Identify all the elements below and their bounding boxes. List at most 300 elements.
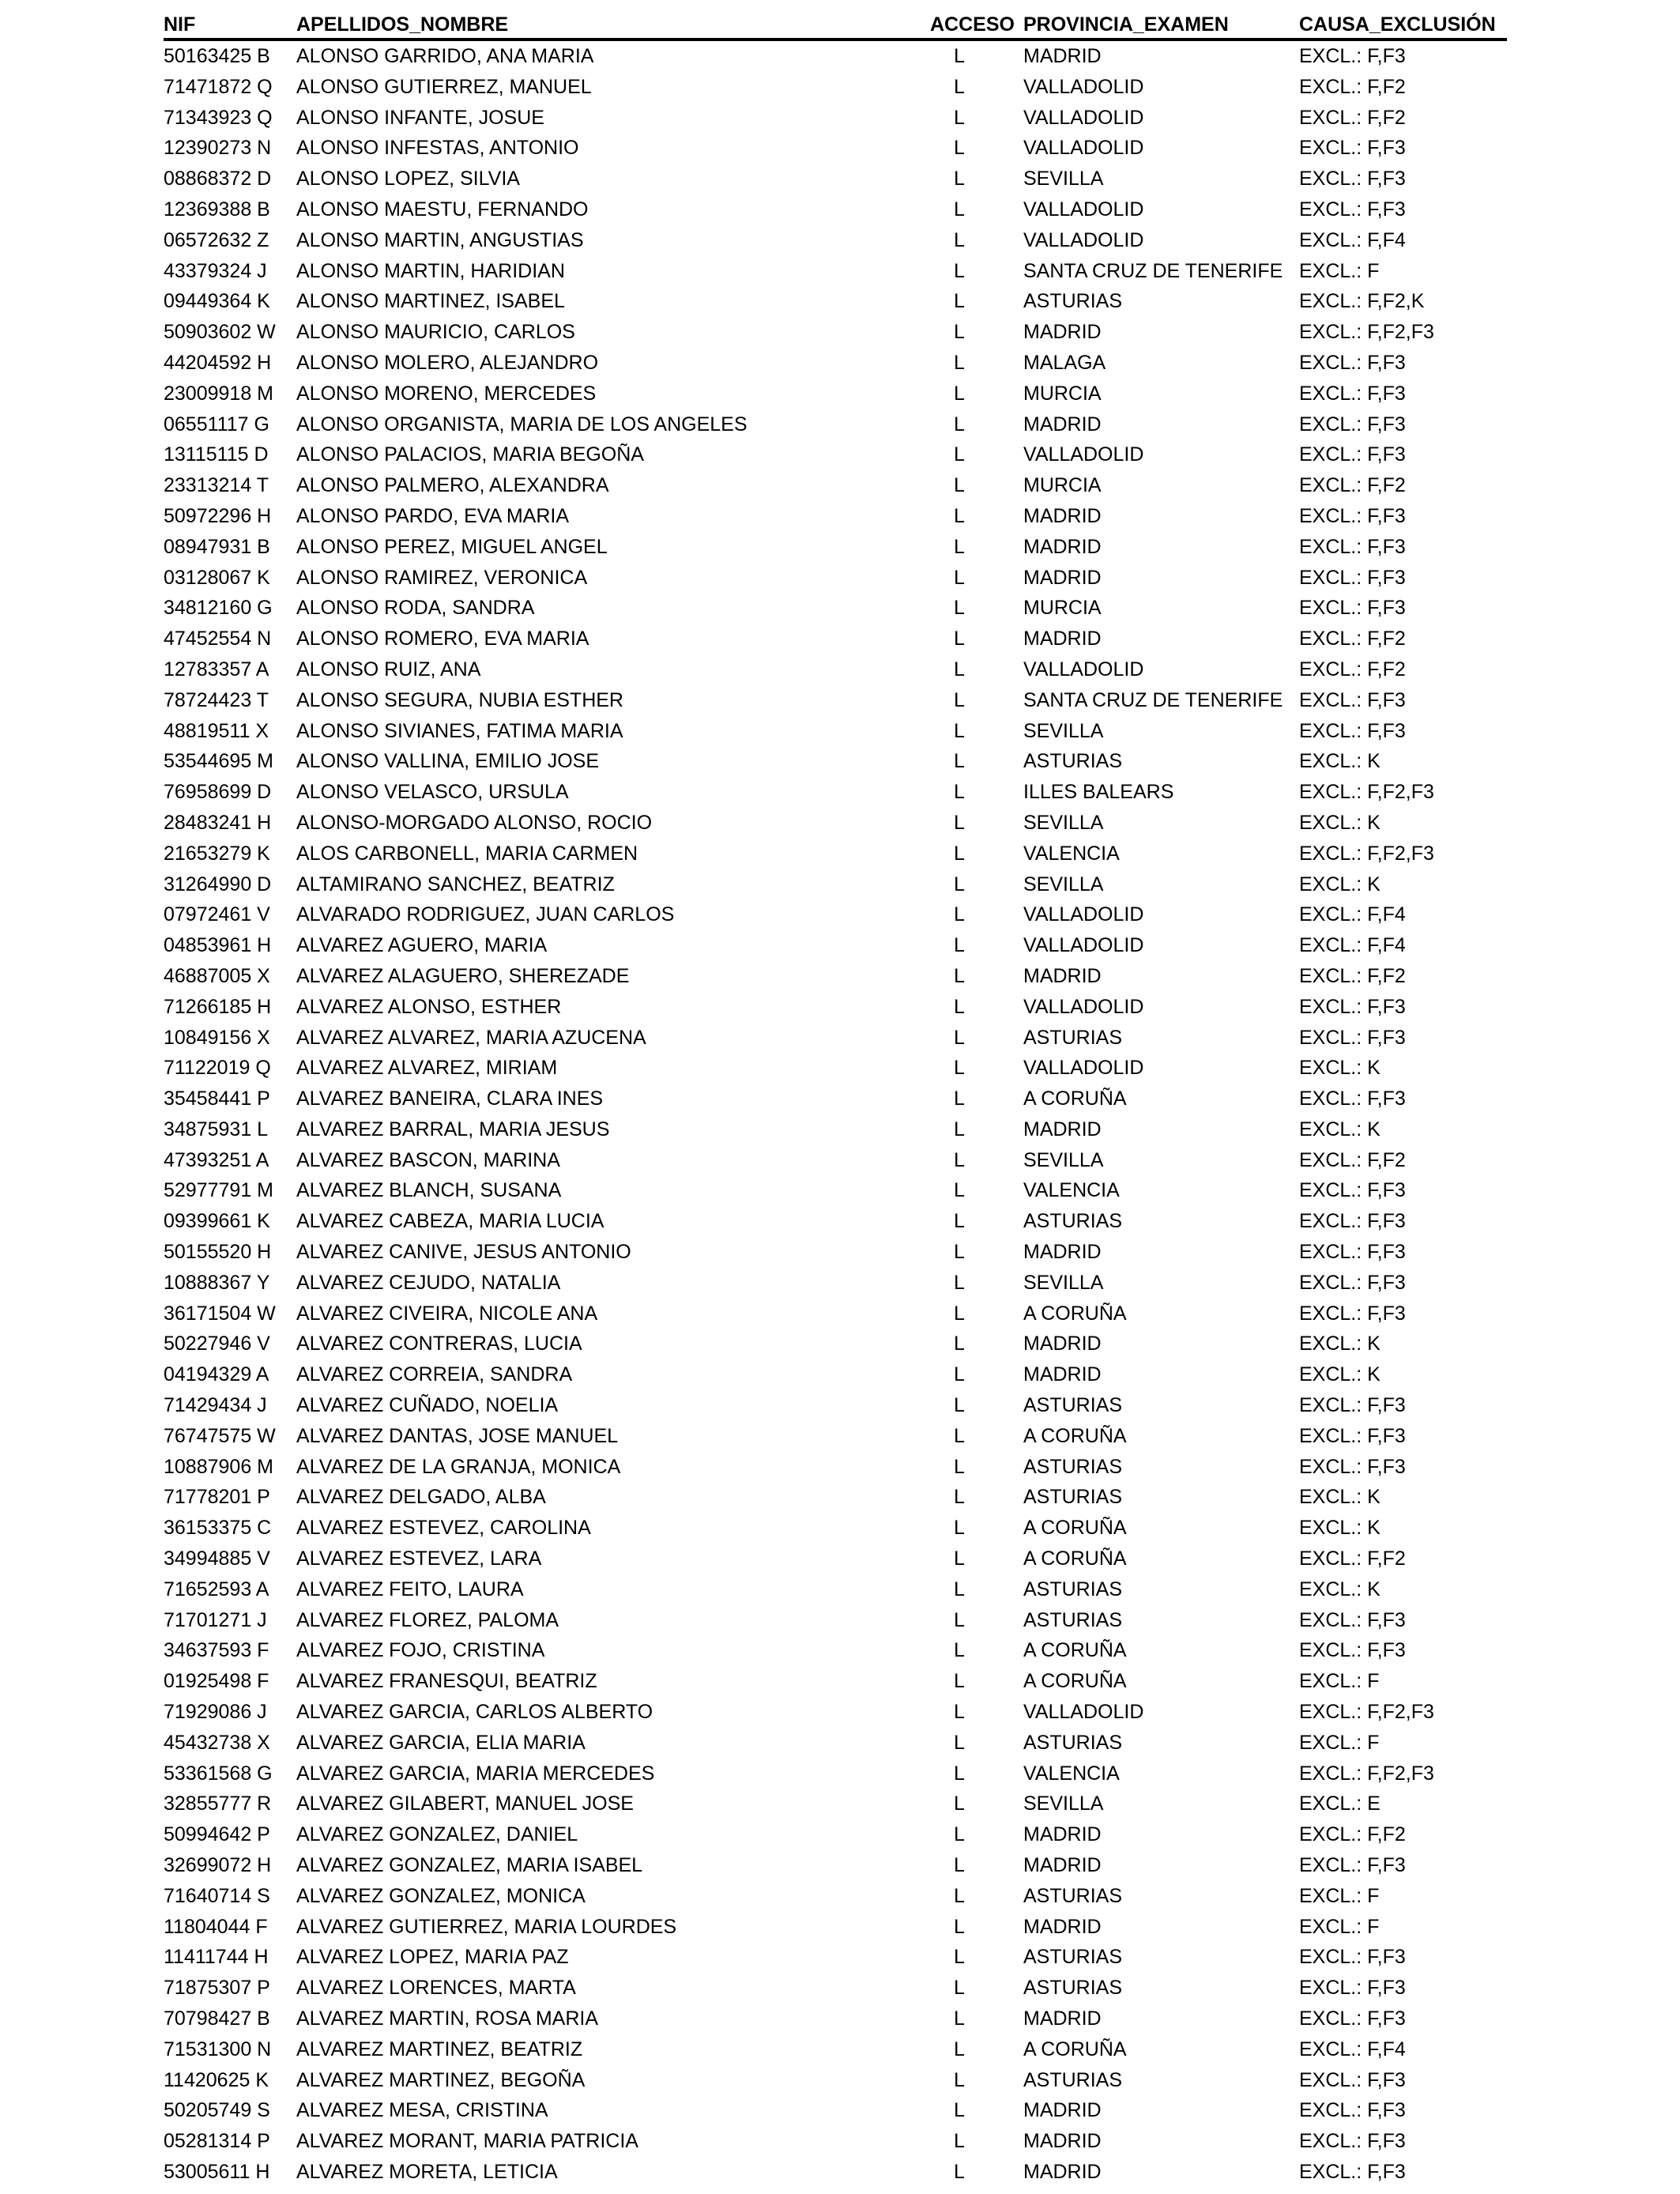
cell-provincia-examen: A CORUÑA	[1023, 2038, 1127, 2060]
cell-nif: 31264990 D	[164, 873, 272, 895]
cell-apellidos-nombre: ALVAREZ ALONSO, ESTHER	[296, 995, 562, 1018]
cell-causa-exclusion: EXCL.: F,F2,F3	[1299, 842, 1434, 865]
cell-apellidos-nombre: ALVAREZ GONZALEZ, DANIEL	[296, 1823, 578, 1846]
cell-provincia-examen: ASTURIAS	[1023, 2068, 1123, 2091]
cell-provincia-examen: MADRID	[1023, 504, 1102, 527]
cell-apellidos-nombre: ALVAREZ FRANESQUI, BEATRIZ	[296, 1670, 597, 1693]
cell-causa-exclusion: EXCL.: K	[1299, 1578, 1381, 1600]
cell-causa-exclusion: EXCL.: F,F2	[1299, 1823, 1406, 1846]
cell-provincia-examen: ASTURIAS	[1023, 1394, 1123, 1417]
cell-apellidos-nombre: ALONSO INFANTE, JOSUE	[296, 106, 544, 129]
cell-nif: 34875931 L	[164, 1118, 269, 1140]
cell-provincia-examen: VALENCIA	[1023, 1762, 1120, 1785]
cell-provincia-examen: MADRID	[1023, 1915, 1102, 1938]
cell-acceso: L	[954, 2130, 965, 2153]
cell-nif: 01925498 F	[164, 1670, 269, 1693]
cell-apellidos-nombre: ALVAREZ FLOREZ, PALOMA	[296, 1608, 559, 1631]
cell-acceso: L	[954, 1547, 965, 1570]
table-header	[164, 9, 1507, 41]
cell-apellidos-nombre: ALONSO PARDO, EVA MARIA	[296, 504, 569, 527]
cell-nif: 50205749 S	[164, 2099, 270, 2122]
table-row	[164, 1390, 1507, 1421]
cell-nif: 47452554 N	[164, 628, 272, 650]
cell-acceso: L	[954, 566, 965, 589]
cell-provincia-examen: MADRID	[1023, 1333, 1102, 1355]
cell-apellidos-nombre: ALONSO ROMERO, EVA MARIA	[296, 628, 590, 650]
table-row	[164, 439, 1507, 470]
cell-provincia-examen: SEVILLA	[1023, 168, 1104, 190]
cell-acceso: L	[954, 504, 965, 527]
cell-provincia-examen: MADRID	[1023, 2007, 1102, 2030]
cell-provincia-examen: VALLADOLID	[1023, 903, 1144, 926]
cell-acceso: L	[954, 1271, 965, 1294]
cell-provincia-examen: SEVILLA	[1023, 1793, 1104, 1815]
cell-nif: 70798427 B	[164, 2007, 270, 2030]
cell-apellidos-nombre: ALVAREZ CABEZA, MARIA LUCIA	[296, 1210, 605, 1233]
cell-nif: 71640714 S	[164, 1884, 270, 1907]
cell-acceso: L	[954, 45, 965, 67]
cell-nif: 53544695 M	[164, 750, 274, 773]
cell-nif: 71778201 P	[164, 1486, 270, 1509]
cell-apellidos-nombre: ALONSO GARRIDO, ANA MARIA	[296, 45, 594, 67]
cell-causa-exclusion: EXCL.: F,F3	[1299, 995, 1406, 1018]
cell-causa-exclusion: EXCL.: F,F2,F3	[1299, 1762, 1434, 1785]
cell-acceso: L	[954, 1333, 965, 1355]
cell-nif: 08947931 B	[164, 535, 270, 558]
cell-provincia-examen: SANTA CRUZ DE TENERIFE	[1023, 259, 1283, 282]
table-row	[164, 470, 1507, 501]
cell-causa-exclusion: EXCL.: F	[1299, 1731, 1380, 1754]
cell-apellidos-nombre: ALONSO MAESTU, FERNANDO	[296, 198, 589, 221]
table-row	[164, 1759, 1507, 1789]
table-row	[164, 839, 1507, 869]
cell-apellidos-nombre: ALVAREZ BASCON, MARINA	[296, 1148, 560, 1171]
cell-apellidos-nombre: ALVAREZ DANTAS, JOSE MANUEL	[296, 1424, 619, 1447]
cell-causa-exclusion: EXCL.: F,F2,F3	[1299, 781, 1434, 804]
cell-acceso: L	[954, 719, 965, 742]
cell-apellidos-nombre: ALONSO PEREZ, MIGUEL ANGEL	[296, 535, 608, 558]
cell-causa-exclusion: EXCL.: F,F3	[1299, 1946, 1406, 1969]
cell-causa-exclusion: EXCL.: F,F2	[1299, 1148, 1406, 1171]
header-provincia-examen: PROVINCIA_EXAMEN	[1023, 13, 1229, 36]
cell-acceso: L	[954, 873, 965, 895]
cell-causa-exclusion: EXCL.: K	[1299, 1057, 1381, 1080]
cell-nif: 50155520 H	[164, 1241, 272, 1264]
cell-causa-exclusion: EXCL.: F,F3	[1299, 719, 1406, 742]
table-row	[164, 1053, 1507, 1084]
cell-provincia-examen: SANTA CRUZ DE TENERIFE	[1023, 688, 1283, 711]
cell-causa-exclusion: EXCL.: F,F4	[1299, 2038, 1406, 2060]
cell-causa-exclusion: EXCL.: F,F2	[1299, 106, 1406, 129]
cell-nif: 07972461 V	[164, 903, 270, 926]
cell-acceso: L	[954, 811, 965, 834]
cell-apellidos-nombre: ALVAREZ GARCIA, CARLOS ALBERTO	[296, 1701, 654, 1724]
cell-causa-exclusion: EXCL.: F,F3	[1299, 1639, 1406, 1662]
cell-nif: 50994642 P	[164, 1823, 270, 1846]
cell-provincia-examen: MADRID	[1023, 1118, 1102, 1140]
cell-apellidos-nombre: ALONSO VALLINA, EMILIO JOSE	[296, 750, 599, 773]
cell-acceso: L	[954, 443, 965, 466]
cell-nif: 50227946 V	[164, 1333, 270, 1355]
cell-provincia-examen: VALLADOLID	[1023, 198, 1144, 221]
cell-provincia-examen: A CORUÑA	[1023, 1670, 1127, 1693]
cell-apellidos-nombre: ALVAREZ MORANT, MARIA PATRICIA	[296, 2130, 638, 2153]
cell-provincia-examen: MADRID	[1023, 1823, 1102, 1846]
cell-apellidos-nombre: ALONSO MARTIN, HARIDIAN	[296, 259, 565, 282]
cell-acceso: L	[954, 1823, 965, 1846]
cell-nif: 78724423 T	[164, 688, 269, 711]
cell-provincia-examen: VALLADOLID	[1023, 228, 1144, 251]
table-row	[164, 1114, 1507, 1145]
table-row	[164, 563, 1507, 594]
cell-causa-exclusion: EXCL.: K	[1299, 1517, 1381, 1540]
cell-causa-exclusion: EXCL.: K	[1299, 750, 1381, 773]
cell-nif: 32855777 R	[164, 1793, 272, 1815]
cell-provincia-examen: ASTURIAS	[1023, 1455, 1123, 1478]
cell-causa-exclusion: EXCL.: F,F3	[1299, 1271, 1406, 1294]
cell-acceso: L	[954, 1517, 965, 1540]
cell-provincia-examen: MADRID	[1023, 628, 1102, 650]
cell-acceso: L	[954, 1026, 965, 1049]
table-row	[164, 869, 1507, 900]
cell-acceso: L	[954, 1057, 965, 1080]
table-row	[164, 685, 1507, 716]
cell-apellidos-nombre: ALVAREZ ESTEVEZ, LARA	[296, 1547, 542, 1570]
cell-apellidos-nombre: ALTAMIRANO SANCHEZ, BEATRIZ	[296, 873, 615, 895]
cell-apellidos-nombre: ALVAREZ ALVAREZ, MIRIAM	[296, 1057, 558, 1080]
cell-acceso: L	[954, 658, 965, 680]
cell-causa-exclusion: EXCL.: F,F3	[1299, 1608, 1406, 1631]
cell-apellidos-nombre: ALVAREZ LORENCES, MARTA	[296, 1977, 576, 2000]
cell-nif: 71875307 P	[164, 1977, 270, 2000]
cell-acceso: L	[954, 1608, 965, 1631]
cell-provincia-examen: A CORUÑA	[1023, 1424, 1127, 1447]
cell-provincia-examen: MURCIA	[1023, 474, 1102, 497]
table-row	[164, 1145, 1507, 1176]
cell-acceso: L	[954, 2160, 965, 2183]
cell-acceso: L	[954, 1793, 965, 1815]
cell-provincia-examen: SEVILLA	[1023, 873, 1104, 895]
cell-apellidos-nombre: ALVAREZ GONZALEZ, MARIA ISABEL	[296, 1854, 643, 1877]
cell-nif: 34812160 G	[164, 597, 273, 620]
cell-nif: 23313214 T	[164, 474, 269, 497]
cell-nif: 71701271 J	[164, 1608, 267, 1631]
header-nif: NIF	[164, 13, 196, 36]
cell-apellidos-nombre: ALVAREZ GUTIERREZ, MARIA LOURDES	[296, 1915, 677, 1938]
cell-provincia-examen: MADRID	[1023, 1241, 1102, 1264]
cell-apellidos-nombre: ALONSO MOLERO, ALEJANDRO	[296, 351, 599, 374]
table-row	[164, 1513, 1507, 1544]
cell-nif: 34994885 V	[164, 1547, 270, 1570]
cell-apellidos-nombre: ALVAREZ MESA, CRISTINA	[296, 2099, 548, 2122]
cell-nif: 45432738 X	[164, 1731, 270, 1754]
table-row	[164, 746, 1507, 777]
cell-causa-exclusion: EXCL.: F,F4	[1299, 903, 1406, 926]
cell-nif: 46887005 X	[164, 964, 270, 987]
cell-provincia-examen: VALLADOLID	[1023, 1701, 1144, 1724]
table-row	[164, 1329, 1507, 1359]
cell-nif: 28483241 H	[164, 811, 272, 834]
cell-nif: 71531300 N	[164, 2038, 272, 2060]
cell-apellidos-nombre: ALONSO MARTINEZ, ISABEL	[296, 290, 565, 313]
cell-causa-exclusion: EXCL.: F,F3	[1299, 535, 1406, 558]
table-row	[164, 899, 1507, 930]
cell-acceso: L	[954, 934, 965, 957]
cell-causa-exclusion: EXCL.: F,F3	[1299, 1179, 1406, 1202]
cell-causa-exclusion: EXCL.: F,F4	[1299, 228, 1406, 251]
table-row	[164, 654, 1507, 685]
cell-nif: 71929086 J	[164, 1701, 267, 1724]
cell-causa-exclusion: EXCL.: F,F2	[1299, 474, 1406, 497]
cell-provincia-examen: VALENCIA	[1023, 842, 1120, 865]
table-row	[164, 1299, 1507, 1329]
cell-acceso: L	[954, 1915, 965, 1938]
cell-apellidos-nombre: ALVAREZ FOJO, CRISTINA	[296, 1639, 545, 1662]
cell-acceso: L	[954, 137, 965, 160]
cell-provincia-examen: MADRID	[1023, 566, 1102, 589]
cell-acceso: L	[954, 1179, 965, 1202]
table-row	[164, 2004, 1507, 2034]
table-row	[164, 2034, 1507, 2065]
cell-provincia-examen: MADRID	[1023, 2130, 1102, 2153]
cell-nif: 12390273 N	[164, 137, 272, 160]
cell-acceso: L	[954, 1884, 965, 1907]
cell-nif: 71429434 J	[164, 1394, 267, 1417]
cell-nif: 52977791 M	[164, 1179, 274, 1202]
cell-provincia-examen: ASTURIAS	[1023, 1608, 1123, 1631]
table-row	[164, 409, 1507, 440]
cell-nif: 10888367 Y	[164, 1271, 270, 1294]
cell-apellidos-nombre: ALONSO SEGURA, NUBIA ESTHER	[296, 688, 623, 711]
cell-provincia-examen: ASTURIAS	[1023, 290, 1123, 313]
table-row	[164, 72, 1507, 103]
table-row	[164, 225, 1507, 256]
cell-causa-exclusion: EXCL.: K	[1299, 811, 1381, 834]
cell-nif: 50903602 W	[164, 321, 276, 344]
table-row	[164, 317, 1507, 348]
table-row	[164, 930, 1507, 961]
cell-apellidos-nombre: ALONSO PALMERO, ALEXANDRA	[296, 474, 609, 497]
cell-nif: 44204592 H	[164, 351, 272, 374]
cell-acceso: L	[954, 228, 965, 251]
table-row	[164, 777, 1507, 808]
cell-nif: 04194329 A	[164, 1363, 269, 1386]
table-row	[164, 1942, 1507, 1973]
cell-acceso: L	[954, 2099, 965, 2122]
cell-nif: 08868372 D	[164, 168, 272, 190]
cell-provincia-examen: SEVILLA	[1023, 1271, 1104, 1294]
cell-causa-exclusion: EXCL.: F,F3	[1299, 168, 1406, 190]
cell-apellidos-nombre: ALVAREZ CORREIA, SANDRA	[296, 1363, 573, 1386]
cell-acceso: L	[954, 351, 965, 374]
cell-acceso: L	[954, 259, 965, 282]
cell-acceso: L	[954, 2007, 965, 2030]
cell-provincia-examen: MADRID	[1023, 964, 1102, 987]
cell-provincia-examen: MADRID	[1023, 2160, 1102, 2183]
cell-causa-exclusion: EXCL.: F,F2	[1299, 75, 1406, 98]
cell-acceso: L	[954, 1363, 965, 1386]
cell-provincia-examen: ASTURIAS	[1023, 1884, 1123, 1907]
cell-causa-exclusion: EXCL.: F,F3	[1299, 1302, 1406, 1325]
cell-nif: 53361568 G	[164, 1762, 273, 1785]
cell-provincia-examen: SEVILLA	[1023, 811, 1104, 834]
cell-apellidos-nombre: ALONSO LOPEZ, SILVIA	[296, 168, 520, 190]
cell-apellidos-nombre: ALVAREZ CIVEIRA, NICOLE ANA	[296, 1302, 598, 1325]
cell-provincia-examen: MALAGA	[1023, 351, 1106, 374]
cell-provincia-examen: MADRID	[1023, 1854, 1102, 1877]
cell-causa-exclusion: EXCL.: K	[1299, 1118, 1381, 1140]
table-row	[164, 1635, 1507, 1666]
table-row	[164, 2126, 1507, 2157]
cell-apellidos-nombre: ALVAREZ BLANCH, SUSANA	[296, 1179, 562, 1202]
table-row	[164, 2095, 1507, 2126]
table-row	[164, 1574, 1507, 1605]
cell-acceso: L	[954, 1670, 965, 1693]
cell-acceso: L	[954, 842, 965, 865]
exclusion-list-table	[164, 9, 1507, 2188]
cell-provincia-examen: ASTURIAS	[1023, 1210, 1123, 1233]
cell-causa-exclusion: EXCL.: F,F3	[1299, 1394, 1406, 1417]
cell-acceso: L	[954, 1394, 965, 1417]
cell-apellidos-nombre: ALVAREZ MARTINEZ, BEGOÑA	[296, 2068, 586, 2091]
cell-provincia-examen: A CORUÑA	[1023, 1517, 1127, 1540]
table-row	[164, 1789, 1507, 1819]
cell-nif: 43379324 J	[164, 259, 267, 282]
cell-nif: 71471872 Q	[164, 75, 273, 98]
cell-acceso: L	[954, 198, 965, 221]
cell-provincia-examen: SEVILLA	[1023, 1148, 1104, 1171]
cell-nif: 48819511 X	[164, 719, 269, 742]
cell-nif: 10849156 X	[164, 1026, 270, 1049]
cell-nif: 76958699 D	[164, 781, 272, 804]
cell-apellidos-nombre: ALOS CARBONELL, MARIA CARMEN	[296, 842, 638, 865]
cell-nif: 05281314 P	[164, 2130, 270, 2153]
table-row	[164, 379, 1507, 409]
cell-nif: 10887906 M	[164, 1455, 274, 1478]
cell-causa-exclusion: EXCL.: F	[1299, 259, 1380, 282]
cell-causa-exclusion: EXCL.: F	[1299, 1670, 1380, 1693]
cell-causa-exclusion: EXCL.: F,F3	[1299, 2130, 1406, 2153]
cell-apellidos-nombre: ALONSO GUTIERREZ, MANUEL	[296, 75, 592, 98]
cell-causa-exclusion: EXCL.: F,F2	[1299, 1547, 1406, 1570]
cell-apellidos-nombre: ALVAREZ GARCIA, ELIA MARIA	[296, 1731, 586, 1754]
table-row	[164, 1359, 1507, 1390]
cell-apellidos-nombre: ALVAREZ GONZALEZ, MONICA	[296, 1884, 586, 1907]
cell-nif: 12783357 A	[164, 658, 269, 680]
table-row	[164, 1819, 1507, 1850]
cell-causa-exclusion: EXCL.: K	[1299, 1486, 1381, 1509]
cell-causa-exclusion: EXCL.: F,F3	[1299, 1854, 1406, 1877]
cell-provincia-examen: ASTURIAS	[1023, 1578, 1123, 1600]
cell-causa-exclusion: EXCL.: F,F3	[1299, 443, 1406, 466]
table-row	[164, 1206, 1507, 1237]
cell-provincia-examen: VALLADOLID	[1023, 934, 1144, 957]
cell-causa-exclusion: EXCL.: K	[1299, 1333, 1381, 1355]
cell-apellidos-nombre: ALONSO INFESTAS, ANTONIO	[296, 137, 579, 160]
cell-acceso: L	[954, 382, 965, 405]
cell-provincia-examen: ASTURIAS	[1023, 1977, 1123, 2000]
table-row	[164, 1728, 1507, 1759]
cell-nif: 47393251 A	[164, 1148, 269, 1171]
cell-acceso: L	[954, 1486, 965, 1509]
cell-acceso: L	[954, 1762, 965, 1785]
cell-provincia-examen: MURCIA	[1023, 597, 1102, 620]
table-row	[164, 1452, 1507, 1483]
cell-causa-exclusion: EXCL.: F	[1299, 1884, 1380, 1907]
cell-causa-exclusion: EXCL.: F,F3	[1299, 198, 1406, 221]
cell-acceso: L	[954, 106, 965, 129]
table-row	[164, 348, 1507, 379]
cell-acceso: L	[954, 413, 965, 435]
table-row	[164, 1697, 1507, 1728]
table-row	[164, 1605, 1507, 1636]
table-row	[164, 1912, 1507, 1943]
cell-causa-exclusion: EXCL.: F,F2,K	[1299, 290, 1425, 313]
cell-acceso: L	[954, 474, 965, 497]
cell-apellidos-nombre: ALVAREZ GILABERT, MANUEL JOSE	[296, 1793, 634, 1815]
table-row	[164, 1023, 1507, 1054]
cell-apellidos-nombre: ALVAREZ CANIVE, JESUS ANTONIO	[296, 1241, 631, 1264]
cell-acceso: L	[954, 1241, 965, 1264]
cell-nif: 06572632 Z	[164, 228, 269, 251]
cell-apellidos-nombre: ALVAREZ MARTINEZ, BEATRIZ	[296, 2038, 583, 2060]
table-row	[164, 133, 1507, 164]
cell-causa-exclusion: EXCL.: F,F3	[1299, 351, 1406, 374]
cell-causa-exclusion: EXCL.: F,F3	[1299, 45, 1406, 67]
cell-nif: 35458441 P	[164, 1088, 270, 1110]
cell-provincia-examen: VALLADOLID	[1023, 137, 1144, 160]
cell-causa-exclusion: EXCL.: F,F3	[1299, 1241, 1406, 1264]
cell-provincia-examen: VALLADOLID	[1023, 75, 1144, 98]
cell-acceso: L	[954, 1455, 965, 1478]
cell-apellidos-nombre: ALVAREZ ALVAREZ, MARIA AZUCENA	[296, 1026, 646, 1049]
cell-acceso: L	[954, 1854, 965, 1877]
cell-causa-exclusion: EXCL.: F,F2	[1299, 964, 1406, 987]
table-row	[164, 2157, 1507, 2188]
cell-acceso: L	[954, 964, 965, 987]
cell-causa-exclusion: EXCL.: F,F3	[1299, 2068, 1406, 2091]
cell-apellidos-nombre: ALVARADO RODRIGUEZ, JUAN CARLOS	[296, 903, 675, 926]
cell-causa-exclusion: EXCL.: F	[1299, 1915, 1380, 1938]
table-row	[164, 1544, 1507, 1574]
cell-acceso: L	[954, 1578, 965, 1600]
table-row	[164, 1237, 1507, 1268]
cell-apellidos-nombre: ALVAREZ CEJUDO, NATALIA	[296, 1271, 561, 1294]
cell-acceso: L	[954, 750, 965, 773]
cell-apellidos-nombre: ALVAREZ AGUERO, MARIA	[296, 934, 548, 957]
cell-nif: 36153375 C	[164, 1517, 272, 1540]
cell-apellidos-nombre: ALVAREZ MARTIN, ROSA MARIA	[296, 2007, 599, 2030]
header-apellidos-nombre: APELLIDOS_NOMBRE	[296, 13, 509, 36]
cell-causa-exclusion: EXCL.: F,F3	[1299, 2160, 1406, 2183]
table-row	[164, 103, 1507, 134]
cell-apellidos-nombre: ALONSO VELASCO, URSULA	[296, 781, 569, 804]
cell-nif: 50163425 B	[164, 45, 270, 67]
header-causa-exclusion: CAUSA_EXCLUSIÓN	[1299, 13, 1496, 36]
cell-apellidos-nombre: ALVAREZ BARRAL, MARIA JESUS	[296, 1118, 610, 1140]
cell-provincia-examen: VALLADOLID	[1023, 1057, 1144, 1080]
table-row	[164, 41, 1507, 72]
cell-causa-exclusion: EXCL.: F,F4	[1299, 934, 1406, 957]
cell-provincia-examen: VALENCIA	[1023, 1179, 1120, 1202]
cell-apellidos-nombre: ALONSO MORENO, MERCEDES	[296, 382, 597, 405]
cell-causa-exclusion: EXCL.: K	[1299, 1363, 1381, 1386]
cell-acceso: L	[954, 1701, 965, 1724]
cell-acceso: L	[954, 995, 965, 1018]
table-row	[164, 194, 1507, 225]
cell-acceso: L	[954, 1946, 965, 1969]
table-row	[164, 256, 1507, 287]
